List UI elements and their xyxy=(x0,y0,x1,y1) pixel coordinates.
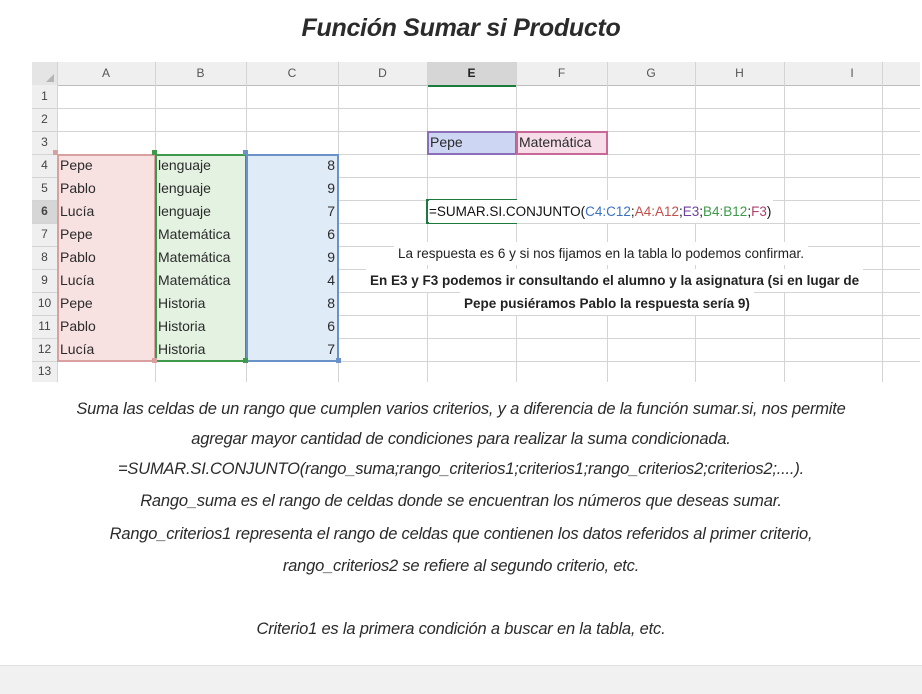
formula-ref-b: B4:B12 xyxy=(703,204,748,219)
row-header-5[interactable]: 5 xyxy=(32,177,57,200)
formula-sep: ; xyxy=(630,204,635,219)
description-line-3: =SUMAR.SI.CONJUNTO(rango_suma;rango_criterios1;criterios1;rango_criterios2;criterios2;....). xyxy=(118,460,804,478)
col-header-i[interactable]: I xyxy=(784,62,920,86)
col-header-b[interactable]: B xyxy=(155,62,246,86)
formula-function: =SUMAR.SI.CONJUNTO( xyxy=(429,204,586,219)
formula-sep: ; xyxy=(678,204,683,219)
cell-a8[interactable]: Pablo xyxy=(60,249,96,265)
description-line-7: Criterio1 es la primera condición a buscar en la tabla, etc. xyxy=(256,620,666,638)
cell-c11[interactable]: 6 xyxy=(327,318,335,334)
cell-c7[interactable]: 6 xyxy=(327,226,335,242)
description-line-4: Rango_suma es el rango de celdas donde se encuentran los números que deseas sumar. xyxy=(140,492,782,510)
cell-a4[interactable]: Pepe xyxy=(60,157,93,173)
row-header-6[interactable]: 6 xyxy=(32,200,57,223)
row-header-9[interactable]: 9 xyxy=(32,269,57,292)
description-line-1: Suma las celdas de un rango que cumplen varios criterios, y a diferencia de la función sumar.si, nos permite xyxy=(76,400,846,418)
row-header-2[interactable]: 2 xyxy=(32,108,57,131)
row-header-10[interactable]: 10 xyxy=(32,292,57,315)
cell-a6[interactable]: Lucía xyxy=(60,203,95,219)
cell-b7[interactable]: Matemática xyxy=(158,226,231,242)
cell-b4[interactable]: lenguaje xyxy=(158,157,211,173)
formula-ref-c: C4:C12 xyxy=(585,204,631,219)
cell-c6[interactable]: 7 xyxy=(327,203,335,219)
formula-sep: ; xyxy=(747,204,752,219)
row-header-8[interactable]: 8 xyxy=(32,246,57,269)
formula-close: ) xyxy=(766,204,772,219)
spreadsheet xyxy=(32,62,920,382)
row-header-4[interactable]: 4 xyxy=(32,154,57,177)
formula-ref-f: F3 xyxy=(751,204,767,219)
cell-c9[interactable]: 4 xyxy=(327,272,335,288)
page-title: Función Sumar si Producto xyxy=(301,14,621,42)
cell-b5[interactable]: lenguaje xyxy=(158,180,211,196)
cell-b9[interactable]: Matemática xyxy=(158,272,231,288)
row-header-7[interactable]: 7 xyxy=(32,223,57,246)
cell-a11[interactable]: Pablo xyxy=(60,318,96,334)
row-header-12[interactable]: 12 xyxy=(32,338,57,361)
cell-a5[interactable]: Pablo xyxy=(60,180,96,196)
col-header-g[interactable]: G xyxy=(607,62,695,86)
cell-e3[interactable]: Pepe xyxy=(430,134,463,150)
row-header-13[interactable]: 13 xyxy=(32,361,57,382)
cell-a10[interactable]: Pepe xyxy=(60,295,93,311)
description-line-5: Rango_criterios1 representa el rango de celdas que contienen los datos referidos al primer criterio, xyxy=(109,525,813,543)
formula-ref-a: A4:A12 xyxy=(634,204,679,219)
cell-c5[interactable]: 9 xyxy=(327,180,335,196)
cell-b12[interactable]: Historia xyxy=(158,341,206,357)
formula-ref-e: E3 xyxy=(682,204,700,219)
cell-c4[interactable]: 8 xyxy=(327,157,335,173)
description-line-6: rango_criterios2 se refiere al segundo criterio, etc. xyxy=(282,557,640,575)
cell-b10[interactable]: Historia xyxy=(158,295,206,311)
cell-a7[interactable]: Pepe xyxy=(60,226,93,242)
col-header-h[interactable]: H xyxy=(695,62,784,86)
col-header-c[interactable]: C xyxy=(246,62,338,86)
col-header-d[interactable]: D xyxy=(338,62,427,86)
cell-f3[interactable]: Matemática xyxy=(519,134,592,150)
row-header-1[interactable]: 1 xyxy=(32,85,57,108)
cell-b11[interactable]: Historia xyxy=(158,318,206,334)
col-header-e[interactable]: E xyxy=(427,62,516,87)
cell-b6[interactable]: lenguaje xyxy=(158,203,211,219)
row-header-11[interactable]: 11 xyxy=(32,315,57,338)
bottom-margin xyxy=(0,665,922,694)
select-all-corner[interactable] xyxy=(32,62,57,85)
note-line-1: La respuesta es 6 y si nos fijamos en la tabla lo podemos confirmar. xyxy=(394,242,808,265)
cell-c8[interactable]: 9 xyxy=(327,249,335,265)
description-line-2: agregar mayor cantidad de condiciones para realizar la suma condicionada. xyxy=(191,430,731,448)
formula-sep: ; xyxy=(699,204,704,219)
note-line-2: En E3 y F3 podemos ir consultando el alumno y la asignatura (si en lugar de xyxy=(366,269,863,292)
cell-e6-formula[interactable] xyxy=(429,200,773,223)
cell-a9[interactable]: Lucía xyxy=(60,272,95,288)
col-header-a[interactable]: A xyxy=(57,62,155,86)
cell-a12[interactable]: Lucía xyxy=(60,341,95,357)
cell-c12[interactable]: 7 xyxy=(327,341,335,357)
col-header-f[interactable]: F xyxy=(516,62,607,86)
row-header-3[interactable]: 3 xyxy=(32,131,57,154)
cell-c10[interactable]: 8 xyxy=(327,295,335,311)
note-line-3: Pepe pusiéramos Pablo la respuesta sería 9) xyxy=(460,292,754,315)
cell-b8[interactable]: Matemática xyxy=(158,249,231,265)
